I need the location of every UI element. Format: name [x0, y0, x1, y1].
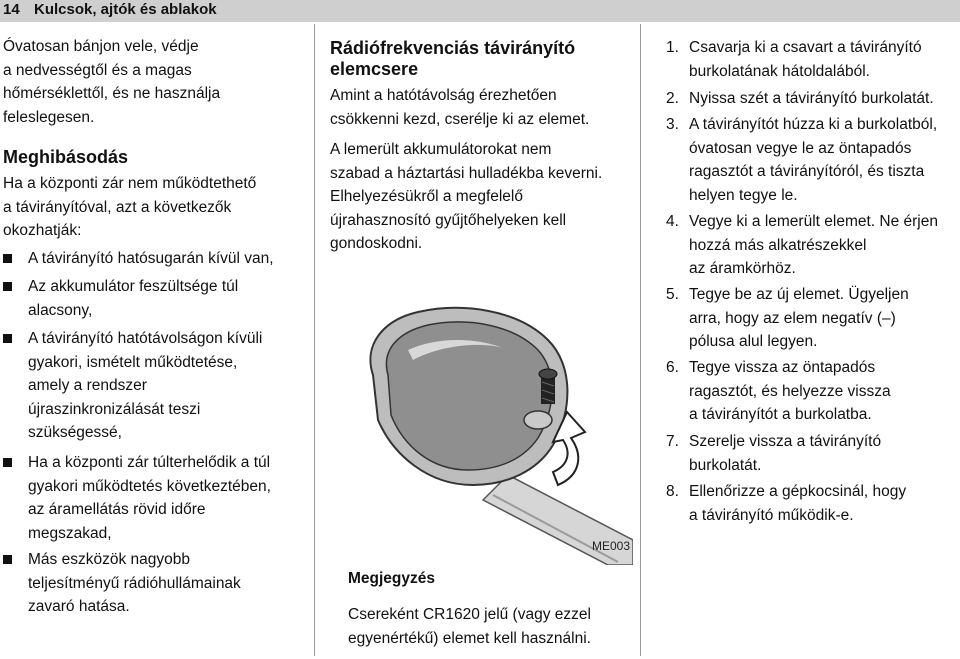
fault-intro-paragraph: [3, 172, 256, 243]
figure-label: ME003: [592, 539, 631, 553]
text-line: gyakori működtetés következtében,: [28, 477, 271, 495]
text-line: Amint a hatótávolság érezhetően: [330, 87, 557, 104]
text-line: az áramkörhöz.: [689, 260, 796, 278]
text-line: A lemerült akkumulátorokat nem: [330, 141, 552, 158]
text-line: hőmérséklettől, és ne használja: [3, 85, 221, 103]
text-line: Vegye ki a lemerült elemet. Ne érjen: [689, 213, 938, 230]
text-line: okozhatják:: [3, 222, 82, 240]
text-line: A távirányító hatótávolságon kívüli: [28, 330, 263, 347]
text-line: hozzá más alkatrészekkel: [689, 236, 867, 254]
replacement-paragraph: [330, 84, 589, 131]
column-divider-1: [314, 24, 315, 656]
screw-head: [539, 369, 557, 379]
text-line: feleslegesen.: [3, 108, 95, 126]
step-number: 6.: [666, 359, 679, 376]
bullet-square-icon: [3, 282, 12, 291]
text-line: A távirányító hatósugarán kívül van,: [28, 250, 274, 267]
text-line: Szerelje vissza a távirányító: [689, 433, 882, 450]
text-line: újrahasznosító gyűjtőhelyeken kell: [330, 211, 567, 229]
battery-replacement-heading: [330, 38, 575, 80]
text-line: alacsony,: [28, 301, 93, 319]
note-heading: Megjegyzés: [348, 570, 436, 587]
text-line: megszakad,: [28, 524, 112, 542]
bullet-square-icon: [3, 334, 12, 343]
remote-key-illustration: [333, 270, 633, 565]
text-line: Ellenőrizze a gépkocsinál, hogy: [689, 483, 907, 500]
text-line: burkolatát.: [689, 456, 762, 474]
page-number: 14: [3, 1, 20, 18]
text-line: az áramellátás rövid időre: [28, 501, 206, 519]
text-line: helyen tegye le.: [689, 186, 798, 204]
text-line: amely a rendszer: [28, 377, 147, 395]
page-header: [0, 0, 960, 22]
step-number: 7.: [666, 433, 679, 450]
text-line: szükségessé,: [28, 424, 122, 442]
text-line: Óvatosan bánjon vele, védje: [3, 38, 199, 55]
step-number: 5.: [666, 286, 679, 303]
heading-line: elemcsere: [330, 59, 419, 79]
text-line: Ha a központi zár túlterhelődik a túl: [28, 454, 271, 471]
text-line: a távirányító működik-e.: [689, 506, 854, 524]
bullet-square-icon: [3, 555, 12, 564]
text-line: egyenértékű) elemet kell használni.: [348, 629, 591, 647]
text-line: csökkenni kezd, cserélje ki az elemet.: [330, 110, 590, 128]
text-line: óvatosan vegye le az öntapadós: [689, 139, 912, 157]
bullet-square-icon: [3, 458, 12, 467]
step-number: 2.: [666, 90, 679, 107]
text-line: gondoskodni.: [330, 235, 423, 253]
text-line: Elhelyezésükről a megfelelő: [330, 188, 523, 206]
text-line: arra, hogy az elem negatív (–): [689, 309, 896, 327]
disposal-paragraph: [330, 138, 602, 256]
text-line: Csereként CR1620 jelű (vagy ezzel: [348, 606, 591, 623]
text-line: Tegye vissza az öntapadós: [689, 359, 876, 376]
text-line: pólusa alul legyen.: [689, 333, 818, 351]
text-line: Más eszközök nagyobb: [28, 551, 190, 568]
text-line: teljesítményű rádióhullámainak: [28, 574, 241, 592]
note-paragraph: [348, 603, 591, 650]
bullet-square-icon: [3, 254, 12, 263]
text-line: zavaró hatása.: [28, 598, 130, 616]
screw-hole: [524, 411, 552, 429]
text-line: Az akkumulátor feszültsége túl: [28, 278, 239, 295]
intro-paragraph: [3, 35, 220, 129]
step-number: 4.: [666, 213, 679, 230]
text-line: a távirányítót a burkolatba.: [689, 406, 872, 424]
text-line: burkolatának hátoldalából.: [689, 62, 870, 80]
section-title: Kulcsok, ajtók és ablakok: [34, 1, 217, 18]
column-divider-2: [640, 24, 641, 656]
text-line: a nedvességtől és a magas: [3, 61, 192, 79]
step-number: 1.: [666, 39, 679, 56]
heading-line: Rádiófrekvenciás távirányító: [330, 38, 576, 58]
fault-heading: Meghibásodás: [3, 147, 129, 167]
text-line: Csavarja ki a csavart a távirányító: [689, 39, 922, 56]
text-line: gyakori, ismételt működtetése,: [28, 353, 238, 371]
text-line: Ha a központi zár nem működtethető: [3, 175, 257, 192]
text-line: ragasztót a távirányítóról, és tiszta: [689, 163, 925, 181]
text-line: ragasztót, és helyezze vissza: [689, 382, 891, 400]
text-line: Nyissa szét a távirányító burkolatát.: [689, 90, 934, 107]
text-line: szabad a háztartási hulladékba keverni.: [330, 164, 603, 182]
text-line: Tegye be az új elemet. Ügyeljen: [689, 286, 909, 303]
step-number: 8.: [666, 483, 679, 500]
text-line: A távirányítót húzza ki a burkolatból,: [689, 116, 938, 133]
text-line: újraszinkronizálását teszi: [28, 400, 201, 418]
text-line: a távirányítóval, azt a következők: [3, 198, 232, 216]
step-number: 3.: [666, 116, 679, 133]
